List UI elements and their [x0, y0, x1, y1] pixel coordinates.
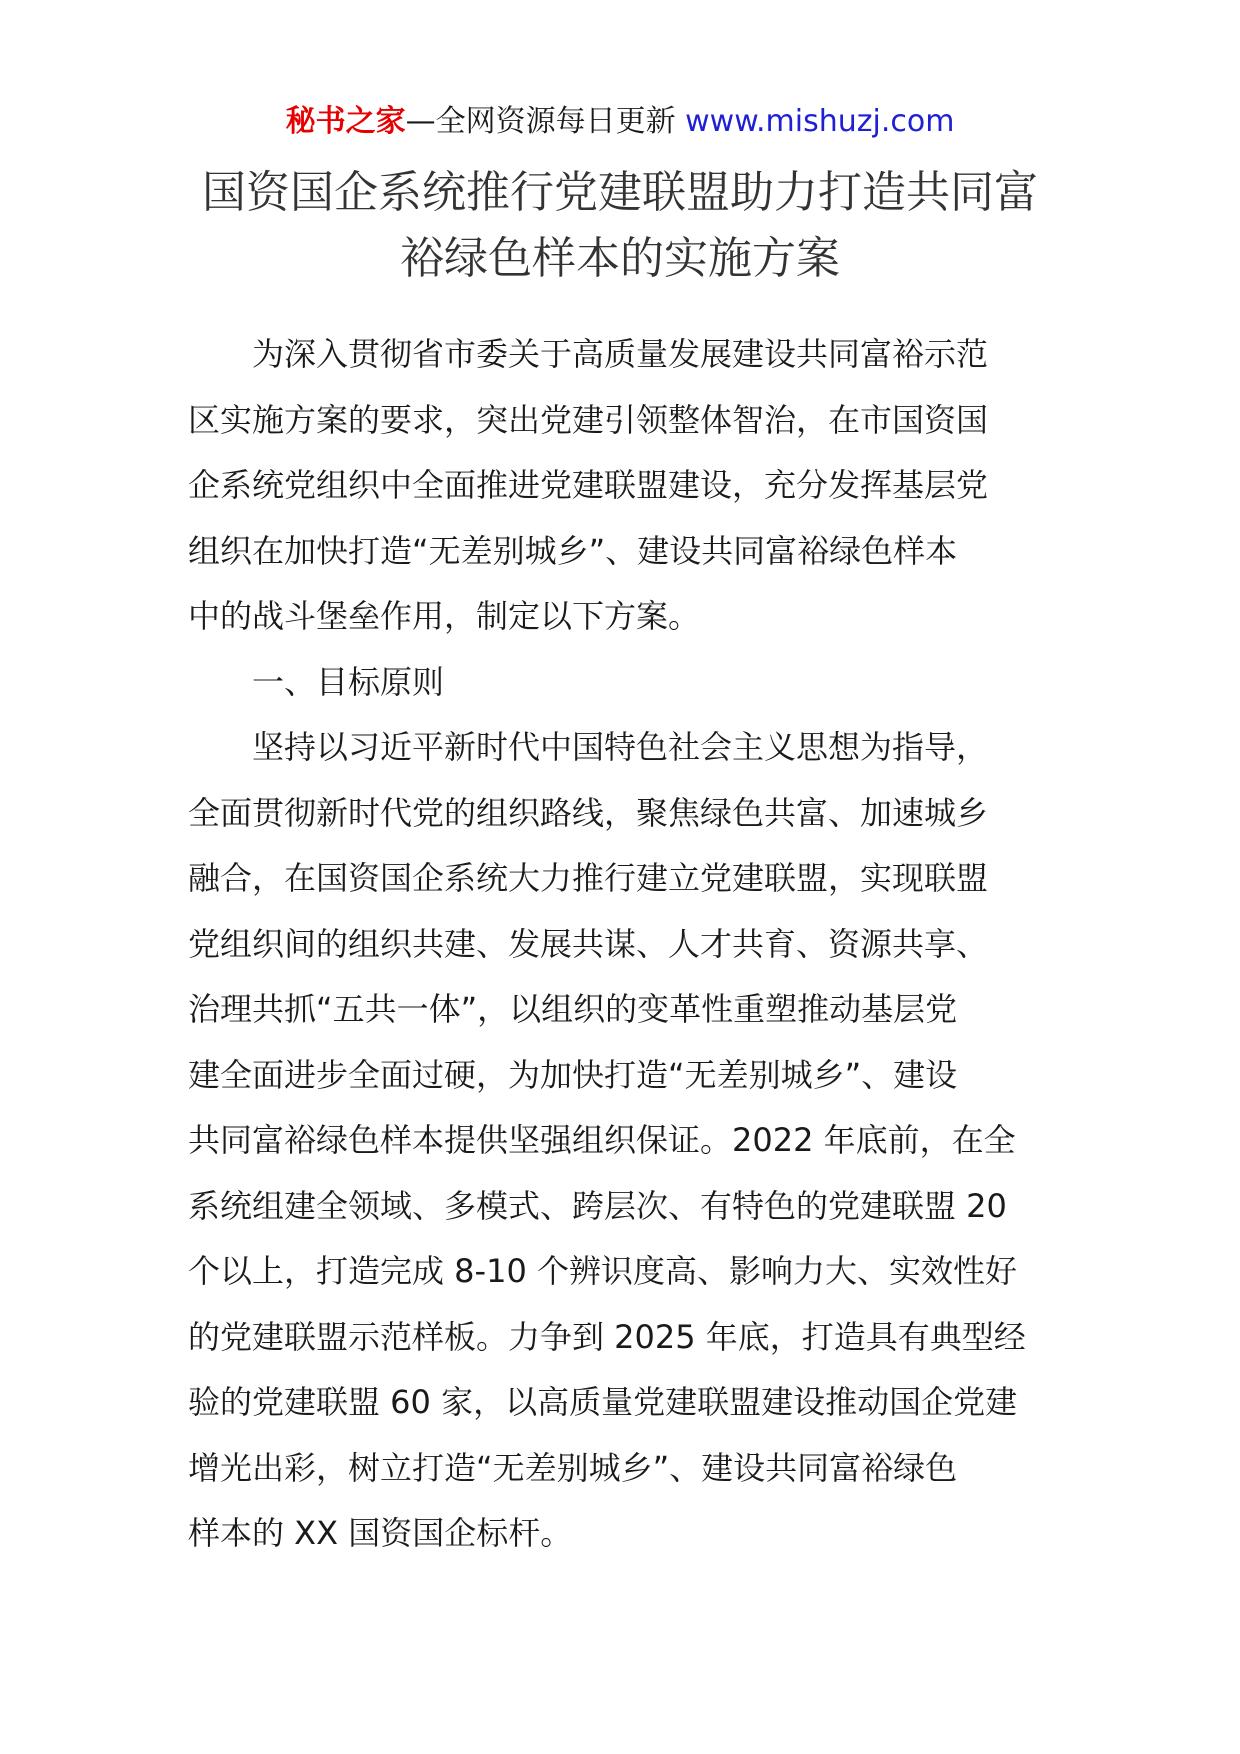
- body-line: 党组织间的组织共建、发展共谋、人才共育、资源共享、: [188, 924, 989, 963]
- body-line: 验的党建联盟 60 家，以高质量党建联盟建设推动国企党建: [188, 1383, 1018, 1421]
- section-heading: 一、目标原则: [252, 662, 445, 701]
- brand-name: 秘书之家: [285, 104, 406, 139]
- body-line: 样本的 XX 国资国企标杆。: [188, 1514, 573, 1552]
- body-line: 坚持以习近平新时代中国特色社会主义思想为指导，: [252, 728, 989, 766]
- body-line: 增光出彩，树立打造“无差别城乡”、建设共同富裕绿色: [188, 1448, 958, 1487]
- title-line-1: 国资国企系统推行党建联盟助力打造共同富: [202, 167, 1038, 218]
- body-line: 系统组建全领域、多模式、跨层次、有特色的党建联盟 20: [188, 1186, 1007, 1225]
- document-title: [140, 160, 1100, 292]
- body-line: 的党建联盟示范样板。力争到 2025 年底，打造具有典型经: [188, 1317, 1026, 1356]
- body-line: 中的战斗堡垒作用，制定以下方案。: [188, 597, 701, 635]
- body-line: 全面贯彻新时代党的组织路线，聚焦绿色共富、加速城乡: [188, 793, 989, 832]
- body-line: 个以上，打造完成 8-10 个辨识度高、影响力大、实效性好: [188, 1252, 1017, 1290]
- title-line-2: 裕绿色样本的实施方案: [400, 233, 840, 284]
- body-line: 区实施方案的要求，突出党建引领整体智治，在市国资国: [188, 400, 989, 439]
- body-line: 融合，在国资国企系统大力推行建立党建联盟，实现联盟: [188, 859, 989, 897]
- body-line: 共同富裕绿色样本提供坚强组织保证。2022 年底前，在全: [188, 1121, 1016, 1159]
- body-line: 为深入贯彻省市委关于高质量发展建设共同富裕示范: [252, 335, 989, 373]
- body-line: 组织在加快打造“无差别城乡”、建设共同富裕绿色样本: [188, 531, 958, 570]
- site-url-link[interactable]: www.mishuzj.com: [685, 104, 955, 139]
- body-line: 治理共抓“五共一体”，以组织的变革性重塑推动基层党: [188, 990, 958, 1028]
- body-line: 企系统党组织中全面推进党建联盟建设，充分发挥基层党: [188, 466, 989, 504]
- document-body: [188, 322, 1058, 1567]
- header-slogan: —全网资源每日更新: [405, 104, 676, 139]
- site-header: [0, 100, 1240, 144]
- body-line: 建全面进步全面过硬，为加快打造“无差别城乡”、建设: [188, 1055, 958, 1094]
